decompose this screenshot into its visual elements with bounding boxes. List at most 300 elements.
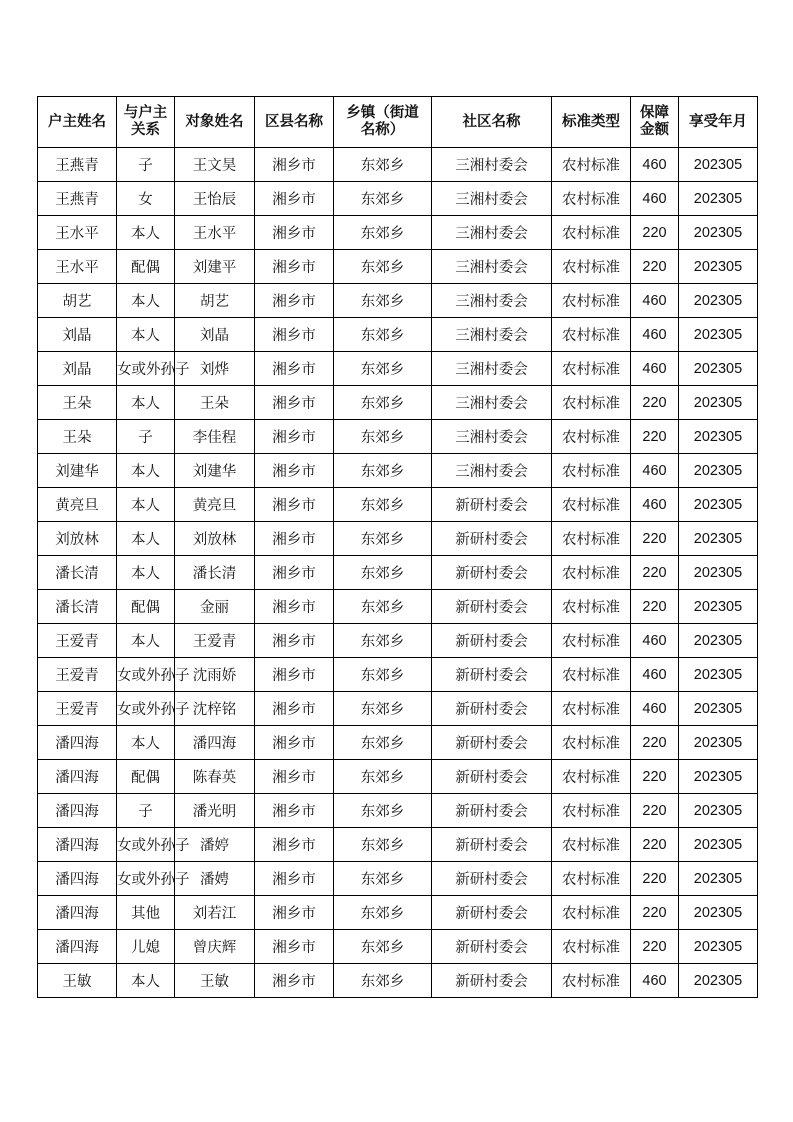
table-row — [38, 386, 758, 420]
cell-household-head-text: 潘四海 — [55, 940, 99, 956]
cell-township — [334, 284, 432, 318]
cell-recipient-name — [175, 250, 255, 284]
cell-county — [255, 488, 334, 522]
cell-standard-type-text: 农村标准 — [562, 532, 620, 548]
cell-household-head — [38, 318, 117, 352]
cell-county-text: 湘乡市 — [272, 260, 316, 276]
table-row — [38, 760, 758, 794]
header-period: 享受年月 — [679, 97, 758, 148]
cell-county — [255, 590, 334, 624]
cell-relation-text: 本人 — [131, 634, 160, 650]
cell-amount-text: 460 — [642, 326, 667, 343]
cell-amount-text: 220 — [642, 598, 667, 615]
table-row — [38, 556, 758, 590]
cell-household-head — [38, 590, 117, 624]
cell-township — [334, 488, 432, 522]
cell-amount — [631, 862, 679, 896]
cell-recipient-name — [175, 624, 255, 658]
cell-period — [679, 964, 758, 998]
cell-community-text: 三湘村委会 — [455, 464, 528, 480]
cell-amount-text: 220 — [642, 836, 667, 853]
cell-period-text: 202305 — [693, 530, 743, 547]
cell-county — [255, 386, 334, 420]
cell-recipient-name-text: 刘烨 — [200, 362, 229, 378]
cell-period-text: 202305 — [693, 360, 743, 377]
cell-standard-type-text: 农村标准 — [562, 566, 620, 582]
cell-household-head-text: 王朵 — [62, 430, 92, 446]
table-row — [38, 726, 758, 760]
cell-relation — [117, 726, 175, 760]
table-row — [38, 862, 758, 896]
cell-community — [432, 794, 552, 828]
cell-community — [432, 692, 552, 726]
cell-township — [334, 250, 432, 284]
cell-standard-type-text: 农村标准 — [562, 260, 620, 276]
cell-recipient-name-text: 曾庆辉 — [192, 940, 237, 956]
cell-recipient-name — [175, 182, 255, 216]
cell-period — [679, 624, 758, 658]
cell-household-head-text: 潘四海 — [55, 736, 99, 752]
cell-county — [255, 930, 334, 964]
table-row — [38, 590, 758, 624]
cell-relation — [117, 930, 175, 964]
cell-township-text: 东郊乡 — [360, 940, 405, 956]
cell-relation-text: 女或外孙子 — [117, 872, 190, 888]
cell-relation-text: 本人 — [131, 736, 160, 752]
table-row — [38, 658, 758, 692]
table-body — [38, 148, 758, 998]
cell-standard-type — [552, 556, 631, 590]
cell-household-head-text: 黄亮旦 — [55, 498, 99, 514]
cell-relation-text: 女或外孙子 — [117, 838, 190, 854]
cell-amount — [631, 216, 679, 250]
cell-household-head — [38, 148, 117, 182]
cell-household-head — [38, 216, 117, 250]
cell-amount — [631, 284, 679, 318]
cell-amount — [631, 250, 679, 284]
table-row — [38, 148, 758, 182]
cell-amount-text: 220 — [642, 564, 667, 581]
cell-recipient-name-text: 王水平 — [192, 226, 237, 242]
cell-county-text: 湘乡市 — [272, 872, 316, 888]
cell-township-text: 东郊乡 — [360, 328, 405, 344]
cell-relation — [117, 794, 175, 828]
cell-household-head — [38, 420, 117, 454]
cell-household-head-text: 潘四海 — [55, 906, 99, 922]
cell-amount — [631, 454, 679, 488]
cell-period-text: 202305 — [693, 666, 743, 683]
header-row — [38, 97, 758, 148]
cell-township — [334, 318, 432, 352]
cell-township-text: 东郊乡 — [360, 668, 405, 684]
cell-county — [255, 454, 334, 488]
cell-community-text: 新研村委会 — [455, 634, 528, 650]
cell-amount-text: 460 — [642, 632, 667, 649]
cell-standard-type — [552, 862, 631, 896]
cell-community-text: 新研村委会 — [455, 804, 528, 820]
cell-household-head — [38, 250, 117, 284]
table-row — [38, 930, 758, 964]
cell-recipient-name-text: 陈春英 — [192, 770, 237, 786]
cell-amount-text: 220 — [642, 734, 667, 751]
assistance-table — [37, 96, 758, 998]
cell-township-text: 东郊乡 — [360, 566, 405, 582]
cell-county-text: 湘乡市 — [272, 668, 316, 684]
cell-county-text: 湘乡市 — [272, 634, 316, 650]
cell-household-head — [38, 964, 117, 998]
cell-community-text: 新研村委会 — [455, 770, 528, 786]
cell-amount — [631, 964, 679, 998]
cell-recipient-name-text: 胡艺 — [200, 294, 229, 310]
cell-township-text: 东郊乡 — [360, 600, 405, 616]
cell-relation-text: 配偶 — [131, 260, 160, 276]
cell-township — [334, 862, 432, 896]
cell-recipient-name-text: 沈梓铭 — [192, 702, 237, 718]
cell-amount — [631, 488, 679, 522]
cell-amount-text: 460 — [642, 156, 667, 173]
header-relation: 与户主关系 — [117, 97, 175, 148]
cell-period-text: 202305 — [693, 190, 743, 207]
cell-recipient-name-text: 刘建平 — [192, 260, 237, 276]
cell-community — [432, 896, 552, 930]
table-row — [38, 420, 758, 454]
cell-period-text: 202305 — [693, 734, 743, 751]
cell-township-text: 东郊乡 — [360, 838, 405, 854]
cell-county-text: 湘乡市 — [272, 396, 316, 412]
cell-county — [255, 862, 334, 896]
table-row — [38, 216, 758, 250]
cell-recipient-name-text: 李佳程 — [192, 430, 237, 446]
cell-community-text: 新研村委会 — [455, 872, 528, 888]
cell-community-text: 新研村委会 — [455, 498, 528, 514]
cell-township — [334, 454, 432, 488]
cell-community-text: 新研村委会 — [455, 566, 528, 582]
header-recipient-name: 对象姓名 — [175, 97, 255, 148]
cell-period-text: 202305 — [693, 598, 743, 615]
cell-township-text: 东郊乡 — [360, 532, 405, 548]
cell-township-text: 东郊乡 — [360, 736, 405, 752]
cell-relation-text: 其他 — [131, 906, 160, 922]
cell-recipient-name-text: 刘建华 — [192, 464, 237, 480]
cell-standard-type — [552, 284, 631, 318]
cell-community — [432, 182, 552, 216]
cell-relation-text: 子 — [138, 804, 153, 820]
cell-township-text: 东郊乡 — [360, 634, 405, 650]
cell-amount-text: 220 — [642, 224, 667, 241]
cell-household-head-text: 潘长清 — [55, 566, 99, 582]
cell-household-head-text: 王爱青 — [55, 668, 99, 684]
cell-household-head — [38, 828, 117, 862]
cell-amount-text: 460 — [642, 190, 667, 207]
cell-amount — [631, 726, 679, 760]
cell-county-text: 湘乡市 — [272, 906, 316, 922]
cell-recipient-name-text: 金丽 — [200, 600, 229, 616]
cell-standard-type — [552, 386, 631, 420]
cell-township — [334, 896, 432, 930]
cell-period — [679, 862, 758, 896]
cell-household-head-text: 王朵 — [62, 396, 92, 412]
cell-period — [679, 148, 758, 182]
cell-relation — [117, 352, 190, 386]
cell-township-text: 东郊乡 — [360, 498, 405, 514]
cell-relation-text: 女或外孙子 — [117, 362, 190, 378]
cell-household-head-text: 王水平 — [55, 226, 99, 242]
cell-period-text: 202305 — [693, 802, 743, 819]
cell-amount-text: 220 — [642, 938, 667, 955]
cell-period-text: 202305 — [693, 258, 743, 275]
cell-township-text: 东郊乡 — [360, 294, 405, 310]
cell-period-text: 202305 — [693, 394, 743, 411]
cell-recipient-name-text: 黄亮旦 — [192, 498, 237, 514]
cell-relation — [117, 216, 175, 250]
cell-period-text: 202305 — [693, 224, 743, 241]
cell-county — [255, 318, 334, 352]
table-row — [38, 250, 758, 284]
cell-community-text: 三湘村委会 — [455, 328, 528, 344]
table-row — [38, 284, 758, 318]
cell-township — [334, 760, 432, 794]
cell-amount — [631, 352, 679, 386]
cell-household-head — [38, 284, 117, 318]
cell-household-head — [38, 522, 117, 556]
cell-standard-type-text: 农村标准 — [562, 906, 620, 922]
cell-amount-text: 220 — [642, 258, 667, 275]
cell-relation — [117, 760, 175, 794]
cell-standard-type-text: 农村标准 — [562, 294, 620, 310]
cell-township — [334, 590, 432, 624]
cell-amount — [631, 386, 679, 420]
header-township: 乡镇（街道名称） — [334, 97, 432, 148]
cell-household-head-text: 王敏 — [62, 974, 92, 990]
cell-relation — [117, 318, 175, 352]
cell-township-text: 东郊乡 — [360, 464, 405, 480]
cell-standard-type-text: 农村标准 — [562, 396, 620, 412]
cell-household-head-text: 王燕青 — [55, 158, 99, 174]
cell-recipient-name — [175, 930, 255, 964]
cell-period-text: 202305 — [693, 836, 743, 853]
table-row — [38, 318, 758, 352]
cell-county — [255, 896, 334, 930]
cell-amount-text: 220 — [642, 768, 667, 785]
cell-standard-type — [552, 148, 631, 182]
cell-period-text: 202305 — [693, 904, 743, 921]
cell-household-head — [38, 352, 117, 386]
cell-community-text: 新研村委会 — [455, 702, 528, 718]
cell-period — [679, 794, 758, 828]
cell-county-text: 湘乡市 — [272, 294, 316, 310]
table-row — [38, 488, 758, 522]
cell-period — [679, 250, 758, 284]
cell-standard-type-text: 农村标准 — [562, 770, 620, 786]
cell-township — [334, 930, 432, 964]
cell-recipient-name-text: 刘若江 — [192, 906, 237, 922]
cell-standard-type-text: 农村标准 — [562, 158, 620, 174]
cell-county — [255, 794, 334, 828]
cell-township — [334, 522, 432, 556]
cell-county-text: 湘乡市 — [272, 362, 316, 378]
cell-county-text: 湘乡市 — [272, 838, 316, 854]
cell-standard-type-text: 农村标准 — [562, 872, 620, 888]
cell-household-head — [38, 692, 117, 726]
cell-household-head — [38, 488, 117, 522]
cell-standard-type — [552, 930, 631, 964]
cell-household-head-text: 刘晶 — [62, 362, 92, 378]
cell-amount — [631, 522, 679, 556]
cell-period — [679, 284, 758, 318]
cell-relation — [117, 896, 175, 930]
cell-amount-text: 460 — [642, 292, 667, 309]
cell-period-text: 202305 — [693, 972, 743, 989]
cell-amount-text: 220 — [642, 428, 667, 445]
cell-relation — [117, 556, 175, 590]
table-row — [38, 896, 758, 930]
cell-county-text: 湘乡市 — [272, 702, 316, 718]
cell-county — [255, 556, 334, 590]
cell-amount-text: 460 — [642, 972, 667, 989]
cell-recipient-name — [175, 386, 255, 420]
cell-household-head — [38, 658, 117, 692]
cell-county — [255, 828, 334, 862]
cell-community — [432, 624, 552, 658]
cell-period — [679, 386, 758, 420]
cell-county — [255, 420, 334, 454]
cell-township — [334, 182, 432, 216]
cell-household-head — [38, 896, 117, 930]
cell-community — [432, 250, 552, 284]
cell-amount — [631, 760, 679, 794]
cell-period-text: 202305 — [693, 496, 743, 513]
cell-period — [679, 692, 758, 726]
cell-period-text: 202305 — [693, 156, 743, 173]
cell-standard-type — [552, 794, 631, 828]
cell-relation-text: 本人 — [131, 566, 160, 582]
cell-household-head — [38, 624, 117, 658]
cell-county-text: 湘乡市 — [272, 226, 316, 242]
cell-relation-text: 女 — [138, 192, 153, 208]
cell-county — [255, 250, 334, 284]
cell-community-text: 新研村委会 — [455, 906, 528, 922]
cell-recipient-name-text: 潘光明 — [192, 804, 237, 820]
cell-household-head — [38, 794, 117, 828]
cell-amount — [631, 692, 679, 726]
cell-community — [432, 930, 552, 964]
cell-relation-text: 配偶 — [131, 770, 160, 786]
cell-household-head-text: 潘四海 — [55, 770, 99, 786]
cell-township — [334, 352, 432, 386]
cell-recipient-name — [175, 964, 255, 998]
cell-community-text: 三湘村委会 — [455, 396, 528, 412]
cell-relation-text: 本人 — [131, 464, 160, 480]
cell-recipient-name — [175, 794, 255, 828]
cell-township-text: 东郊乡 — [360, 804, 405, 820]
cell-recipient-name-text: 潘娉 — [200, 872, 229, 888]
cell-township-text: 东郊乡 — [360, 226, 405, 242]
cell-township — [334, 216, 432, 250]
cell-amount-text: 460 — [642, 666, 667, 683]
cell-standard-type — [552, 760, 631, 794]
cell-period-text: 202305 — [693, 564, 743, 581]
cell-relation-text: 子 — [138, 430, 153, 446]
cell-period — [679, 522, 758, 556]
cell-recipient-name — [175, 590, 255, 624]
cell-township-text: 东郊乡 — [360, 430, 405, 446]
cell-township — [334, 386, 432, 420]
cell-county-text: 湘乡市 — [272, 974, 316, 990]
cell-township-text: 东郊乡 — [360, 362, 405, 378]
cell-standard-type-text: 农村标准 — [562, 838, 620, 854]
cell-household-head-text: 胡艺 — [62, 294, 92, 310]
table-row — [38, 454, 758, 488]
cell-community — [432, 420, 552, 454]
header-community: 社区名称 — [432, 97, 552, 148]
cell-standard-type — [552, 726, 631, 760]
cell-standard-type-text: 农村标准 — [562, 430, 620, 446]
cell-standard-type-text: 农村标准 — [562, 328, 620, 344]
cell-county — [255, 624, 334, 658]
cell-recipient-name — [175, 726, 255, 760]
cell-standard-type — [552, 692, 631, 726]
cell-relation-text: 儿媳 — [131, 940, 160, 956]
cell-recipient-name — [175, 896, 255, 930]
cell-township-text: 东郊乡 — [360, 192, 405, 208]
cell-household-head-text: 王爱青 — [55, 634, 99, 650]
cell-period — [679, 760, 758, 794]
cell-standard-type — [552, 964, 631, 998]
cell-household-head-text: 王燕青 — [55, 192, 99, 208]
cell-township-text: 东郊乡 — [360, 158, 405, 174]
cell-community — [432, 352, 552, 386]
cell-household-head-text: 潘长清 — [55, 600, 99, 616]
cell-standard-type-text: 农村标准 — [562, 192, 620, 208]
cell-township — [334, 828, 432, 862]
cell-relation-text: 本人 — [131, 532, 160, 548]
cell-relation — [117, 522, 175, 556]
cell-household-head — [38, 862, 117, 896]
header-standard-type: 标准类型 — [552, 97, 631, 148]
cell-period — [679, 556, 758, 590]
table-row — [38, 692, 758, 726]
cell-relation — [117, 624, 175, 658]
cell-community — [432, 590, 552, 624]
cell-standard-type — [552, 454, 631, 488]
cell-household-head — [38, 386, 117, 420]
cell-amount — [631, 148, 679, 182]
cell-recipient-name — [175, 148, 255, 182]
cell-recipient-name-text: 王朵 — [200, 396, 229, 412]
cell-household-head — [38, 930, 117, 964]
cell-period — [679, 658, 758, 692]
cell-standard-type-text: 农村标准 — [562, 974, 620, 990]
cell-township — [334, 556, 432, 590]
table-row — [38, 522, 758, 556]
cell-period — [679, 318, 758, 352]
cell-relation-text: 配偶 — [131, 600, 160, 616]
cell-relation — [117, 148, 175, 182]
cell-period — [679, 182, 758, 216]
cell-community-text: 新研村委会 — [455, 838, 528, 854]
cell-relation — [117, 488, 175, 522]
cell-relation — [117, 420, 175, 454]
cell-recipient-name — [175, 454, 255, 488]
header-amount: 保障金额 — [631, 97, 679, 148]
cell-household-head — [38, 726, 117, 760]
cell-recipient-name — [175, 488, 255, 522]
cell-standard-type-text: 农村标准 — [562, 940, 620, 956]
cell-community — [432, 522, 552, 556]
table-row — [38, 624, 758, 658]
cell-township-text: 东郊乡 — [360, 906, 405, 922]
cell-standard-type-text: 农村标准 — [562, 226, 620, 242]
